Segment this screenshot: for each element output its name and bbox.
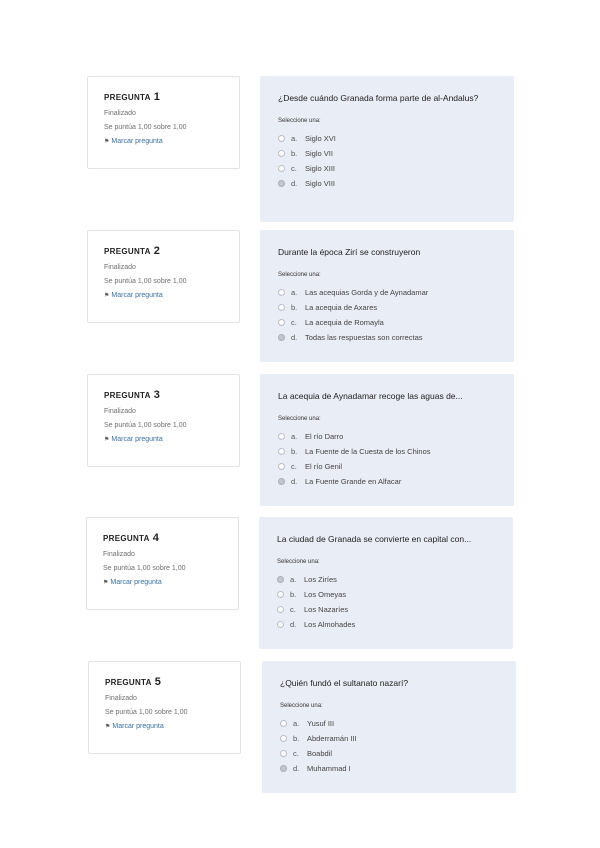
- answer-text: La acequia de Romayla: [305, 318, 384, 327]
- flag-question-link[interactable]: [103, 578, 238, 588]
- answer-option[interactable]: [278, 161, 496, 176]
- question-info-panel: [86, 517, 239, 610]
- answer-option[interactable]: [278, 300, 496, 315]
- question-text: ¿Desde cuándo Granada forma parte de al-Andalus?: [278, 93, 479, 103]
- answer-radio[interactable]: [277, 591, 284, 598]
- answer-option[interactable]: [278, 131, 496, 146]
- answer-letter: c.: [291, 164, 297, 173]
- answer-letter: d.: [291, 179, 298, 188]
- answer-prompt: Seleccione una:: [278, 118, 321, 124]
- question-text: Durante la época Zirí se construyeron: [278, 247, 421, 257]
- answer-text: La Fuente Grande en Alfacar: [305, 477, 402, 486]
- answer-radio[interactable]: [278, 180, 285, 187]
- answer-text: Boabdil: [307, 749, 333, 758]
- answer-option[interactable]: [280, 761, 498, 776]
- answer-radio[interactable]: [280, 720, 287, 727]
- question-info-panel: [87, 230, 240, 323]
- flag-question-label: Marcar pregunta: [111, 436, 163, 443]
- answer-prompt: Seleccione una:: [277, 559, 320, 565]
- answer-letter: d.: [293, 764, 300, 773]
- question-title: [104, 245, 239, 258]
- question-grade: Se puntúa 1,00 sobre 1,00: [104, 422, 187, 429]
- answer-list: [277, 572, 495, 632]
- answer-letter: a.: [291, 432, 298, 441]
- question-label: PREGUNTA: [104, 391, 151, 400]
- answer-letter: a.: [290, 575, 297, 584]
- answer-radio[interactable]: [278, 304, 285, 311]
- question-grade: Se puntúa 1,00 sobre 1,00: [104, 124, 187, 131]
- answer-text: La Fuente de la Cuesta de los Chinos: [305, 447, 431, 456]
- answer-letter: b.: [291, 447, 298, 456]
- question-text: La ciudad de Granada se convierte en capital con...: [277, 534, 472, 544]
- answer-option[interactable]: [280, 746, 498, 761]
- answer-radio[interactable]: [278, 289, 285, 296]
- question-grade: Se puntúa 1,00 sobre 1,00: [105, 709, 188, 716]
- answer-radio[interactable]: [278, 165, 285, 172]
- answer-text: Muhammad I: [307, 764, 351, 773]
- answer-radio[interactable]: [278, 448, 285, 455]
- answer-text: Las acequias Gorda y de Aynadamar: [305, 288, 429, 297]
- flag-question-link[interactable]: [104, 435, 239, 445]
- answer-option[interactable]: [278, 429, 496, 444]
- question-number: 2: [153, 245, 161, 257]
- answer-letter: d.: [291, 477, 298, 486]
- answer-list: [278, 285, 496, 345]
- answer-letter: b.: [291, 149, 298, 158]
- answer-option[interactable]: [277, 602, 495, 617]
- question-number: 4: [152, 532, 160, 544]
- flag-icon: ⚑: [104, 437, 110, 443]
- answer-option[interactable]: [277, 617, 495, 632]
- answer-letter: c.: [290, 605, 296, 614]
- answer-text: Los Nazaríes: [304, 605, 349, 614]
- question-title: [103, 532, 238, 545]
- question-label: PREGUNTA: [104, 247, 151, 256]
- answer-letter: c.: [293, 749, 299, 758]
- question-number: 3: [153, 389, 161, 401]
- question-state: Finalizado: [104, 110, 136, 117]
- answer-radio[interactable]: [277, 606, 284, 613]
- question-info-panel: [88, 661, 241, 754]
- answer-option[interactable]: [277, 572, 495, 587]
- answer-letter: d.: [291, 333, 298, 342]
- question-content-panel: [260, 230, 514, 362]
- answer-text: La acequia de Axares: [305, 303, 378, 312]
- answer-radio[interactable]: [278, 478, 285, 485]
- answer-option[interactable]: [278, 474, 496, 489]
- answer-text: Los Almohades: [304, 620, 356, 629]
- question-content-panel: [262, 661, 516, 793]
- answer-text: Los Ziríes: [304, 575, 337, 584]
- answer-letter: a.: [291, 288, 298, 297]
- question-content-panel: [260, 76, 514, 222]
- answer-letter: b.: [290, 590, 297, 599]
- answer-list: [278, 429, 496, 489]
- answer-radio[interactable]: [278, 463, 285, 470]
- answer-option[interactable]: [280, 731, 498, 746]
- answer-option[interactable]: [278, 285, 496, 300]
- answer-list: [280, 716, 498, 776]
- question-number: 1: [153, 91, 161, 103]
- answer-radio[interactable]: [280, 750, 287, 757]
- question-state: Finalizado: [104, 264, 136, 271]
- answer-option[interactable]: [278, 459, 496, 474]
- question-text: ¿Quién fundó el sultanato nazarí?: [280, 678, 409, 688]
- answer-option[interactable]: [277, 587, 495, 602]
- answer-text: Yusuf III: [307, 719, 335, 728]
- answer-option[interactable]: [280, 716, 498, 731]
- answer-option[interactable]: [278, 330, 496, 345]
- flag-icon: ⚑: [104, 139, 110, 145]
- answer-radio[interactable]: [277, 621, 284, 628]
- answer-text: El río Darro: [305, 432, 344, 441]
- answer-radio[interactable]: [280, 765, 287, 772]
- question-label: PREGUNTA: [103, 534, 150, 543]
- answer-radio[interactable]: [278, 319, 285, 326]
- answer-text: Abderramán III: [307, 734, 357, 743]
- answer-letter: d.: [290, 620, 297, 629]
- flag-question-label: Marcar pregunta: [110, 579, 162, 586]
- answer-list: [278, 131, 496, 191]
- question-state: Finalizado: [104, 408, 136, 415]
- flag-icon: ⚑: [103, 580, 109, 586]
- answer-text: Los Omeyas: [304, 590, 347, 599]
- answer-text: Siglo VII: [305, 149, 333, 158]
- answer-radio[interactable]: [278, 150, 285, 157]
- answer-prompt: Seleccione una:: [278, 272, 321, 278]
- answer-letter: c.: [291, 462, 297, 471]
- question-label: PREGUNTA: [104, 93, 151, 102]
- answer-option[interactable]: [278, 146, 496, 161]
- answer-text: Todas las respuestas son correctas: [305, 333, 423, 342]
- question-title: [104, 389, 239, 402]
- answer-radio[interactable]: [277, 576, 284, 583]
- answer-text: Siglo XVI: [305, 134, 336, 143]
- answer-text: El río Genil: [305, 462, 343, 471]
- flag-icon: ⚑: [104, 293, 110, 299]
- question-content-panel: [259, 517, 513, 649]
- question-state: Finalizado: [103, 551, 135, 558]
- answer-letter: a.: [291, 134, 298, 143]
- answer-radio[interactable]: [278, 433, 285, 440]
- answer-text: Siglo VIII: [305, 179, 336, 188]
- question-text: La acequia de Aynadamar recoge las aguas de...: [278, 391, 463, 401]
- answer-option[interactable]: [278, 176, 496, 191]
- answer-letter: b.: [293, 734, 300, 743]
- question-label: PREGUNTA: [105, 678, 152, 687]
- question-info-panel: [87, 374, 240, 467]
- answer-radio[interactable]: [278, 334, 285, 341]
- flag-question-label: Marcar pregunta: [112, 723, 164, 730]
- question-title: [105, 676, 240, 689]
- question-state: Finalizado: [105, 695, 137, 702]
- question-grade: Se puntúa 1,00 sobre 1,00: [104, 278, 187, 285]
- question-number: 5: [154, 676, 162, 688]
- answer-prompt: Seleccione una:: [278, 416, 321, 422]
- answer-letter: a.: [293, 719, 300, 728]
- answer-radio[interactable]: [278, 135, 285, 142]
- answer-letter: c.: [291, 318, 297, 327]
- answer-letter: b.: [291, 303, 298, 312]
- flag-question-link[interactable]: [105, 722, 240, 732]
- answer-prompt: Seleccione una:: [280, 703, 323, 709]
- question-title: [104, 91, 239, 104]
- answer-option[interactable]: [278, 444, 496, 459]
- answer-option[interactable]: [278, 315, 496, 330]
- question-content-panel: [260, 374, 514, 506]
- question-grade: Se puntúa 1,00 sobre 1,00: [103, 565, 186, 572]
- question-info-panel: [87, 76, 240, 169]
- flag-question-link[interactable]: [104, 137, 239, 147]
- flag-icon: ⚑: [105, 724, 111, 730]
- flag-question-label: Marcar pregunta: [111, 138, 163, 145]
- answer-radio[interactable]: [280, 735, 287, 742]
- answer-text: Siglo XIII: [305, 164, 336, 173]
- flag-question-label: Marcar pregunta: [111, 292, 163, 299]
- flag-question-link[interactable]: [104, 291, 239, 301]
